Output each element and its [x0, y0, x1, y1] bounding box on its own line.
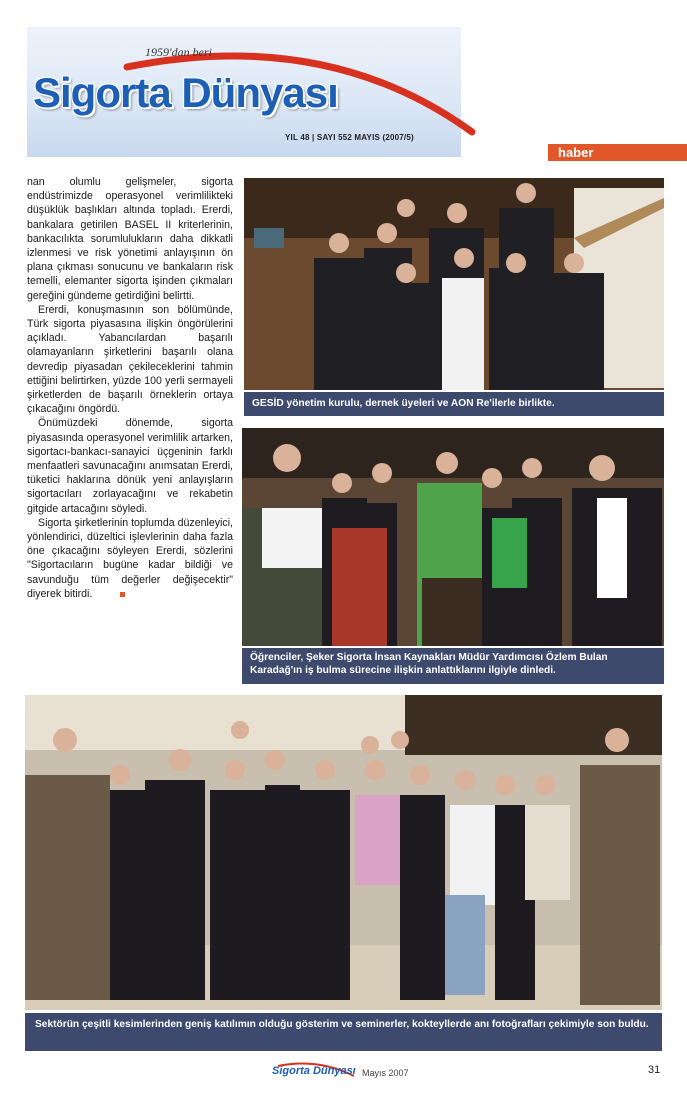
footer-brand: Sigorta Dünyası: [272, 1065, 356, 1077]
photo-students: [242, 428, 664, 646]
section-tag: haber: [548, 144, 687, 161]
article-paragraph: [27, 516, 233, 601]
article-paragraph: Ererdi, konuşmasının son bölümünde, Türk sigorta piyasasına ilişkin öngörülerini açıkladı. Yabancılardan başarılı olamayanların şirketlerini başarılı olana devredip piyasadan çekileceklerini tahmin ettiğini belirtirken, yüzde 100 yerli sermayeli şirketlerden de başarılı örneklerin ortaya çıkacağını öngördü.: [27, 303, 233, 416]
article-body: [27, 175, 233, 685]
photo-gesid-board-image: [244, 178, 664, 390]
article-paragraph: nan olumlu gelişmeler, sigorta endüstrimizde operasyonel verimlilikteki düşüklük başlıkları altında topladı. Ererdi, bankalara getirilen BASEL II kriterlerinin, bankacılıkta sorumlulukların daha dikkatli izlenmesi ve risk yönetimi anlayışının ön plana çıkması sonucunu ve bankaların risk temelli, elemanter sigorta işinden çıkmaları gereğini gündeme getirdiğini belirtti.: [27, 176, 233, 302]
photo-group-cocktail: [25, 695, 662, 1010]
photo-caption: Öğrenciler, Şeker Sigorta İnsan Kaynakları Müdür Yardımcısı Özlem Bulan Karadağ'ın iş bulma sürecine ilişkin anlattıklarını ilgiyle dinledi.: [242, 648, 664, 684]
photo-caption: GESİD yönetim kurulu, dernek üyeleri ve AON Re'ilerle birlikte.: [244, 392, 664, 416]
masthead-brand: Sigorta Dünyası: [33, 69, 338, 116]
photo-gesid-board: [244, 178, 664, 390]
footer-date: Mayıs 2007: [362, 1068, 409, 1078]
page-number: 31: [648, 1064, 661, 1076]
masthead-since: 1959'dan beri: [145, 45, 212, 59]
photo-group-cocktail-image: [25, 695, 662, 1010]
masthead: [27, 27, 461, 157]
end-mark: [120, 592, 125, 597]
photo-students-image: [242, 428, 664, 646]
photo-caption: Sektörün çeşitli kesimlerinden geniş katılımın olduğu gösterim ve seminerler, kokteyllerde anı fotoğrafları çekimiyle son buldu.: [25, 1013, 662, 1051]
article-paragraph: Önümüzdeki dönemde, sigorta piyasasında operasyonel verimlilik artarken, sigortacı-bankacı-sanayici üçgeninin farklı menfaatleri savunacağını anımsatan Ererdi, tüketici haklarına dönük yeni anlayışların sigortacıları zorlayacağını ve rekabetin gitgide artacağını söyledi.: [27, 417, 233, 515]
issue-info: YIL 48 | SAYI 552 MAYIS (2007/5): [285, 133, 414, 142]
article-paragraph-text: Sigorta şirketlerinin toplumda düzenleyici, yönlendirici, düzeltici işlevlerinin daha fazla öne çıkacağını söyleyen Ererdi, sözlerini "Sigortacıların bugüne kadar bildiği ve savunduğu tüm değerler değişecektir" diyerek bitirdi.: [27, 516, 233, 600]
